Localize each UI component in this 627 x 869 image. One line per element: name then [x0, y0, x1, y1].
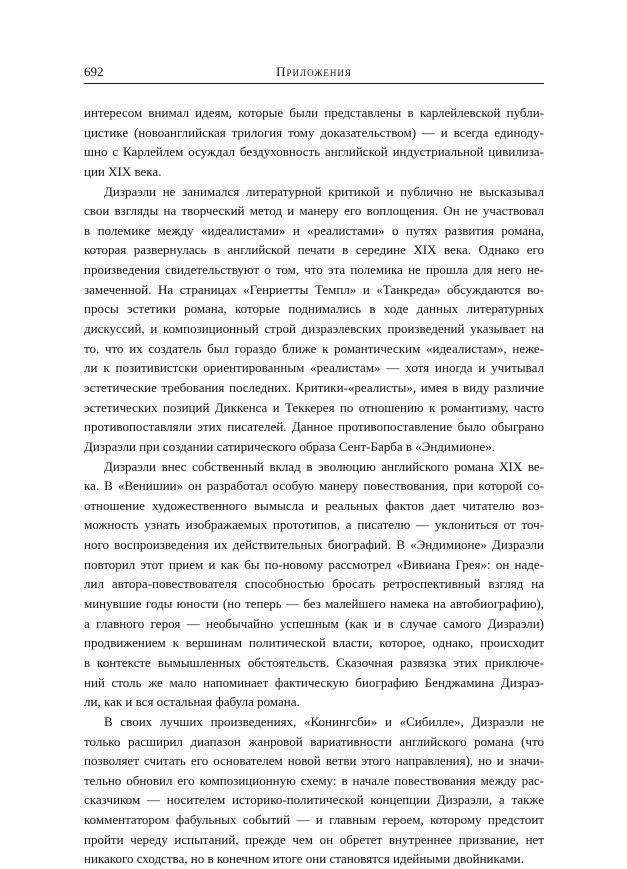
text-line: просы эстетики романа, которые поднимались в ходе данных литературных: [84, 301, 544, 317]
paragraph: [84, 103, 544, 182]
text-line: Дизраэли не занимался литературной критикой и публично не высказывал: [104, 183, 544, 199]
text-line: ли к позитивистски ориентированным «реалистам» — хотя иногда и учитывал: [84, 360, 544, 376]
header-divider: [84, 83, 544, 84]
paragraph: [84, 712, 544, 869]
text-line: интересом внимал идеям, которые были представлены в карлейлевской публи-: [84, 105, 544, 120]
text-line: ка. В «Венишии» он разработал особую манеру повествования, при которой со-: [84, 478, 544, 494]
running-title: Приложения: [276, 64, 352, 79]
text-line: сказчиком — носителем историко-политической концепции Дизраэли, а также: [84, 792, 544, 808]
text-line: продвижением к вершинам политической власти, которое, однако, происходит: [84, 635, 544, 651]
text-line: в полемике между «идеалистами» и «реалистами» о путях развития романа,: [84, 222, 544, 238]
text-line: Дизраэли внес собственный вклад в эволюцию английского романа XIX ве-: [104, 458, 544, 474]
text-line: которая развернулась в английской печати в середине XIX века. Однако его: [84, 242, 544, 258]
text-line: то, что их создатель был гораздо ближе к романтическим «идеалистам», неже-: [84, 340, 544, 356]
text-line: позволяет считать его основателем новой ветви этого направления), но и значи-: [84, 753, 544, 769]
text-line: никакого сходства, но в конечном итоге они становятся идейными двойниками.: [84, 851, 524, 867]
text-line: ний столь же мало напоминает фактическую биографию Бенджамина Дизраэ-: [84, 674, 544, 690]
text-line: комментатором фабульных событий — и главным героем, которому предстоит: [84, 812, 544, 828]
page-number: 692: [84, 64, 104, 79]
text-line: цистике (новоанглийская трилогия тому доказательством) — и всегда единоду-: [84, 124, 544, 140]
text-line: лил автора-повествователя способностью бросать ретроспективный взгляд на: [84, 576, 544, 592]
text-line: противопоставляли этих писателей. Данное противопоставление было обыграно: [84, 419, 544, 435]
text-line: пройти череду испытаний, прежде чем он обретет внутреннее призвание, нет: [84, 831, 544, 847]
text-line: в контексте вымышленных обстоятельств. Сказочная развязка этих приключе-: [84, 654, 544, 670]
text-line: шно с Карлейлем осуждал бездуховность английской индустриальной цивилиза-: [84, 144, 544, 160]
text-line: минувшие годы юности (но теперь — без малейшего намека на автобиографию),: [84, 596, 544, 612]
text-line: В своих лучших произведениях, «Конингсби» и «Сибилле», Дизраэли не: [104, 713, 544, 729]
text-line: произведения свидетельствуют о том, что эта полемика не прошла для него не-: [84, 262, 544, 278]
body-text: [84, 103, 544, 869]
text-line: ли, как и вся остальная фабула романа.: [84, 694, 300, 710]
text-line: Дизраэли при создании сатирического образа Сент-Барба в «Эндимионе».: [84, 438, 496, 454]
text-line: свои взгляды на творческий метод и манеру его воплощения. Он не участвовал: [84, 203, 544, 219]
running-header: [84, 64, 544, 80]
text-line: эстетических позиций Диккенса и Теккерея по отношению к романтизму, часто: [84, 399, 544, 415]
text-line: замеченной. На страницах «Генриетты Темпл» и «Танкреда» обсуждаются во-: [84, 281, 544, 297]
text-line: повторил этот прием и как бы по-новому рассмотрел «Вивиана Грея»: он наде-: [84, 556, 544, 572]
paragraph: [84, 182, 544, 457]
text-line: эстетические требования последних. Критики-«реалисты», имея в виду различие: [84, 379, 544, 395]
text-line: только расширил диапазон жанровой вариативности английского романа (что: [84, 733, 544, 749]
text-line: тельно обновил его композиционную схему: в начале повествования между рас-: [84, 772, 544, 788]
paragraph: [84, 457, 544, 712]
text-line: ции XIX века.: [84, 163, 162, 179]
text-line: отношение художественного вымысла и реальных фактов дает читателю воз-: [84, 497, 544, 513]
text-line: можность узнать изображаемых прототипов, а писателю — уклониться от точ-: [84, 517, 544, 533]
text-line: ного воспроизведения их действительных биографий. В «Эндимионе» Дизраэли: [84, 537, 544, 553]
text-line: а главного героя — необычайно успешным (как и в случае самого Дизраэли): [84, 615, 544, 631]
text-line: дискуссий, и композиционный строй дизраэлевских произведений указывает на: [84, 321, 544, 337]
